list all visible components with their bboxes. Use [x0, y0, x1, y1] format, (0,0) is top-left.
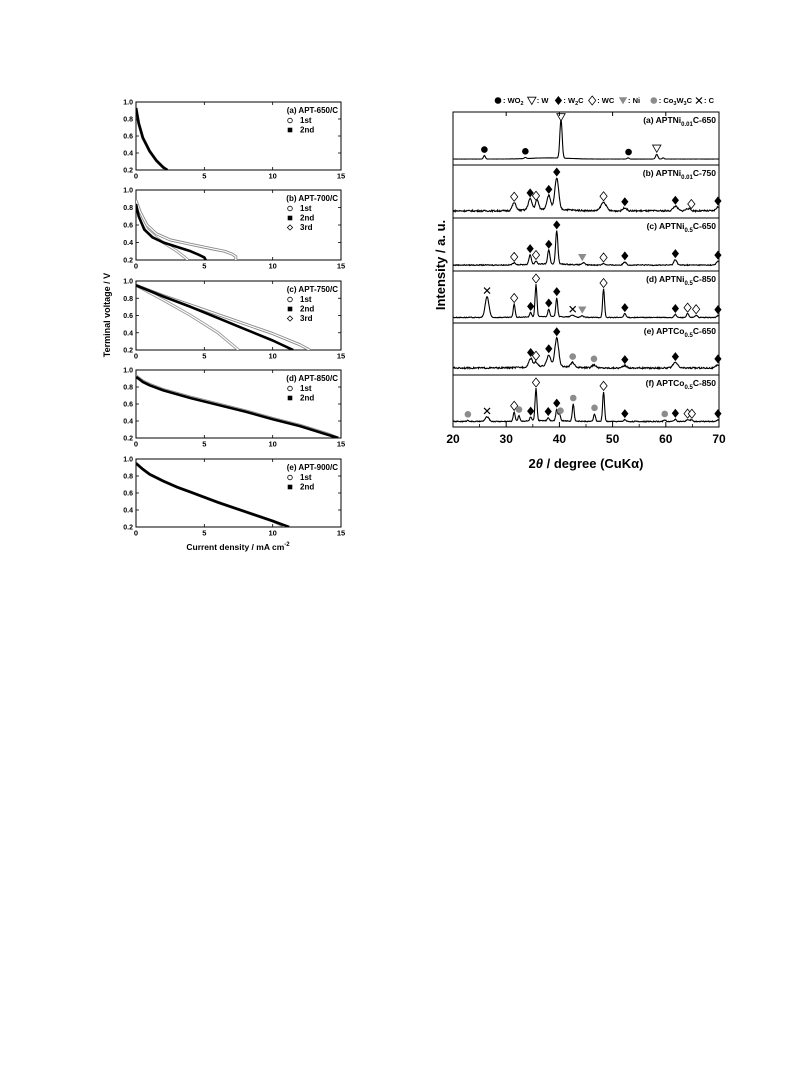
y-tick-label: 1.0 — [123, 99, 133, 107]
series-line-2nd — [136, 204, 206, 260]
xrd-panel-label — [647, 221, 717, 234]
diamond_open-marker — [589, 96, 596, 105]
y-tick-label: 0.4 — [123, 418, 133, 426]
x-tick-label: 0 — [133, 439, 139, 449]
panel-title: (e) APT-900/C — [286, 463, 338, 472]
legend-label: 3rd — [300, 314, 313, 323]
diamond-marker — [553, 167, 560, 176]
circle-marker — [495, 97, 502, 104]
series-line-3rd — [136, 204, 188, 260]
xrd-panel-label — [643, 168, 717, 181]
y-tick-label: 0.2 — [123, 257, 133, 265]
diamond-marker — [714, 196, 721, 205]
diamond-marker — [621, 251, 628, 260]
diamond_open-marker — [600, 278, 607, 287]
y-tick-label: 0.4 — [123, 507, 133, 515]
legend-item-label — [597, 96, 615, 105]
xrd-label-main: (d) APTNi — [646, 274, 685, 284]
legend-marker-3rd — [287, 316, 292, 321]
legend-label: 1st — [300, 384, 312, 393]
legend-colon: : W — [563, 96, 576, 105]
legend-label: 2nd — [300, 482, 315, 492]
legend-label: 2nd — [300, 125, 315, 135]
tri_down_gray-marker — [619, 97, 627, 104]
diamond-marker — [621, 355, 628, 364]
legend-marker-2nd — [288, 307, 293, 312]
xrd-panel-label — [644, 326, 717, 339]
xrd-pattern — [453, 388, 719, 422]
legend-label: 1st — [300, 204, 312, 213]
x-tick-label: 10 — [268, 439, 277, 449]
legend-colon: : C — [704, 96, 714, 105]
legend-colon: : W — [536, 96, 549, 105]
tri_down_open-marker — [653, 145, 661, 152]
y-tick-label: 0.6 — [123, 313, 133, 320]
xrd-x-tick-label: 60 — [659, 432, 673, 446]
series-band-1st — [136, 108, 166, 170]
y-tick-label: 0.8 — [123, 473, 133, 481]
xrd-label-rest: C-650 — [692, 326, 716, 336]
legend-label: 2nd — [300, 213, 315, 223]
x-tick-label: 5 — [202, 351, 207, 361]
xrd-panel — [453, 323, 722, 375]
x-tick-label: 10 — [268, 528, 277, 538]
xrd-label-rest: C-750 — [692, 168, 716, 178]
xrd-pattern — [453, 231, 719, 266]
tri_down_open-marker — [528, 97, 536, 104]
legend-item-label — [659, 96, 693, 107]
legend-marker-1st — [288, 475, 293, 480]
x-tick-label: 0 — [133, 528, 139, 538]
y-tick-label: 0.8 — [123, 384, 133, 392]
x-tick-label: 10 — [268, 171, 277, 181]
xrd-panel — [453, 112, 719, 165]
circle_gray-marker — [591, 405, 598, 412]
right-xlabel: 2θ / degree (CuKα) — [528, 456, 644, 471]
diamond-marker — [527, 407, 534, 416]
iv-panel — [123, 457, 345, 538]
xrd-x-tick-label: 50 — [605, 432, 620, 446]
iv-panel — [123, 100, 345, 181]
diamond_open-marker — [511, 192, 518, 201]
y-tick-label: 0.6 — [123, 222, 133, 230]
legend-sub: 2 — [520, 101, 524, 107]
x-tick-label: 5 — [202, 439, 207, 449]
xrd-panel — [453, 165, 722, 218]
left-xlabel: Current density / mA $cm^{-2}$ — [186, 542, 290, 552]
y-tick-label: 1.0 — [123, 367, 133, 375]
xrd-label-sub: 0.5 — [684, 281, 693, 287]
panel-title: (c) APT-750/C — [286, 285, 338, 294]
iv-panel — [123, 368, 345, 449]
legend-colon: : WO — [503, 96, 521, 105]
legend-after: W — [676, 96, 684, 105]
legend-marker-3rd — [287, 225, 292, 230]
series-band-3rd — [136, 204, 188, 260]
y-tick-label: 0.4 — [123, 330, 133, 338]
y-tick-label: 0.6 — [123, 133, 133, 141]
xrd-label-main: (a) APTNi — [643, 115, 682, 125]
legend-marker-2nd — [288, 485, 293, 490]
legend-marker-1st — [288, 118, 293, 123]
diamond_open-marker — [511, 294, 518, 303]
legend-item-label — [563, 96, 584, 107]
diamond-marker — [621, 409, 628, 418]
circle_gray-marker — [516, 406, 523, 413]
legend-marker-2nd — [288, 216, 293, 221]
y-tick-label: 1.0 — [123, 187, 133, 195]
left-ylabel: Terminal voltage / V — [102, 272, 112, 358]
tri_down_gray-marker — [578, 254, 586, 261]
y-tick-label: 0.8 — [123, 116, 133, 124]
y-tick-label: 0.6 — [123, 401, 133, 409]
series-line-1st — [136, 108, 166, 170]
xrd-label-main: (c) APTNi — [646, 221, 685, 231]
circle-marker — [522, 148, 529, 155]
xrd-legend — [495, 96, 715, 107]
panel-title: (a) APT-650/C — [286, 106, 338, 115]
series-line-2nd — [136, 463, 289, 527]
circle_gray-marker — [569, 353, 576, 360]
legend-sub: 2 — [575, 101, 579, 107]
diamond-marker — [714, 251, 721, 260]
diamond-marker — [714, 354, 721, 363]
diamond-marker — [621, 303, 628, 312]
xrd-pattern — [453, 178, 719, 211]
xrd-label-main: (b) APTNi — [642, 168, 682, 178]
xrd-pattern — [453, 284, 719, 318]
x-tick-label: 15 — [336, 351, 346, 361]
diamond-marker — [553, 287, 560, 296]
xrd-label-sub: 0.5 — [684, 228, 693, 234]
diamond-marker — [672, 304, 679, 313]
iv-panel — [123, 279, 345, 361]
diamond-marker — [714, 409, 721, 418]
legend-item-label — [628, 96, 640, 105]
series-layer — [136, 463, 289, 527]
legend-label: 2nd — [300, 304, 315, 314]
xrd-x-tick-label: 20 — [446, 432, 460, 446]
xrd-label-sub: 0.5 — [684, 333, 693, 339]
y-tick-label: 0.6 — [123, 490, 133, 498]
diamond-marker — [672, 352, 679, 361]
xrd-label-sub: 0.01 — [681, 122, 693, 128]
diamond_open-marker — [684, 303, 691, 312]
y-tick-label: 1.0 — [123, 278, 133, 286]
legend-marker-1st — [288, 297, 293, 302]
series-layer — [136, 108, 167, 170]
xrd-label-sub: 0.5 — [684, 385, 693, 391]
y-tick-label: 1.0 — [123, 456, 133, 464]
diamond-marker — [527, 244, 534, 253]
y-tick-label: 0.8 — [123, 205, 133, 212]
legend-label: 2nd — [300, 393, 315, 403]
legend-label: 1st — [300, 295, 312, 304]
xrd-label-main: (f) APTCo — [645, 378, 685, 388]
series-line-2nd — [136, 285, 293, 350]
diamond-marker — [545, 240, 552, 249]
y-tick-label: 0.2 — [123, 524, 133, 532]
y-tick-label: 0.8 — [123, 295, 133, 303]
circle-marker — [481, 146, 488, 153]
panel-title: (d) APT-850/C — [286, 374, 338, 383]
diamond-marker — [545, 407, 552, 416]
legend-label: 1st — [300, 116, 312, 125]
xrd-panel-label — [643, 115, 716, 128]
legend-colon: : Ni — [628, 96, 641, 105]
legend-marker-2nd — [288, 396, 293, 401]
y-tick-label: 0.4 — [123, 240, 133, 247]
x-tick-label: 15 — [336, 261, 346, 271]
xrd-label-rest: C-850 — [692, 378, 716, 388]
x-tick-label: 15 — [336, 171, 346, 181]
circle-marker — [625, 149, 632, 156]
legend-sub: 3 — [673, 101, 677, 107]
series-layer — [136, 285, 310, 350]
diamond-marker — [621, 197, 628, 206]
circle_gray-marker — [557, 407, 564, 414]
iv-curves-figure — [123, 100, 345, 538]
diamond-marker — [553, 327, 560, 336]
right-ylabel: Intensity / a. u. — [433, 219, 448, 311]
tri_down_open-marker — [557, 114, 565, 121]
diamond-marker — [714, 305, 721, 314]
legend-item-label — [704, 96, 715, 105]
x-tick-label: 0 — [133, 351, 139, 361]
y-tick-label: 0.2 — [123, 167, 133, 175]
diamond_open-marker — [600, 192, 607, 201]
x-tick-label: 5 — [202, 171, 207, 181]
circle_gray-marker — [591, 356, 598, 363]
tri_down_gray-marker — [578, 306, 586, 313]
x-tick-label: 5 — [202, 528, 207, 538]
x-tick-label: 5 — [202, 261, 207, 271]
legend-sub2: 3 — [683, 101, 687, 107]
iv-panel — [123, 188, 345, 271]
panel-title: (b) APT-700/C — [286, 194, 338, 203]
circle_gray-marker — [661, 411, 668, 418]
x-tick-label: 10 — [268, 261, 277, 271]
legend-colon: : WC — [597, 96, 615, 105]
circle_gray-marker — [651, 97, 658, 104]
xrd-label-rest: C-850 — [692, 274, 716, 284]
diamond_open-marker — [600, 253, 607, 262]
diamond-marker — [553, 220, 560, 229]
y-tick-label: 0.4 — [123, 150, 133, 158]
xrd-panel — [453, 375, 722, 427]
diamond-marker — [555, 96, 562, 105]
diamond-marker — [545, 185, 552, 194]
xrd-label-sub: 0.01 — [681, 175, 693, 181]
xrd-label-main: (e) APTCo — [643, 326, 685, 336]
xrd-pattern — [453, 338, 719, 369]
xrd-pattern — [453, 119, 719, 159]
diamond-marker — [672, 196, 679, 205]
legend-colon: : Co — [658, 96, 674, 105]
legend-item-label — [537, 96, 550, 105]
diamond_open-marker — [532, 378, 539, 387]
x-tick-label: 15 — [336, 439, 346, 449]
circle_gray-marker — [570, 395, 577, 402]
diamond-marker — [672, 249, 679, 258]
xrd-x-tick-label: 30 — [499, 432, 513, 446]
xrd-label-rest: C-650 — [692, 115, 716, 125]
legend-after2: C — [686, 96, 693, 105]
diamond_open-marker — [532, 274, 539, 283]
legend-after: C — [578, 96, 584, 105]
y-tick-label: 0.2 — [123, 347, 133, 355]
diamond-marker — [545, 298, 552, 307]
diamond_open-marker — [600, 381, 607, 390]
xrd-figure — [446, 112, 726, 446]
circle_gray-marker — [465, 411, 472, 418]
x-tick-label: 0 — [133, 261, 139, 271]
legend-marker-1st — [288, 206, 293, 211]
xrd-panel — [453, 271, 722, 323]
xrd-label-rest: C-650 — [692, 221, 716, 231]
diamond_open-marker — [693, 305, 700, 314]
diamond-marker — [553, 399, 560, 408]
xrd-panel-label — [646, 378, 717, 391]
y-tick-label: 0.2 — [123, 435, 133, 443]
diamond_open-marker — [511, 252, 518, 261]
diamond_open-marker — [532, 251, 539, 260]
series-line-2nd — [136, 108, 167, 170]
legend-marker-2nd — [288, 128, 293, 133]
xrd-panel-label — [646, 274, 716, 287]
diamond-marker — [527, 302, 534, 311]
legend-item-label — [503, 96, 524, 107]
x-tick-label: 0 — [133, 171, 139, 181]
diamond-marker — [672, 409, 679, 418]
xrd-panel — [453, 218, 722, 271]
series-layer — [136, 201, 236, 261]
xrd-x-tick-label: 70 — [712, 432, 726, 446]
diamond-marker — [545, 344, 552, 353]
legend-label: 3rd — [300, 223, 313, 232]
x-tick-label: 15 — [336, 528, 346, 538]
diamond_open-marker — [688, 200, 695, 209]
xrd-x-tick-label: 40 — [552, 432, 567, 446]
legend-marker-1st — [288, 386, 293, 391]
legend-label: 1st — [300, 473, 312, 482]
x-tick-label: 10 — [268, 351, 277, 361]
